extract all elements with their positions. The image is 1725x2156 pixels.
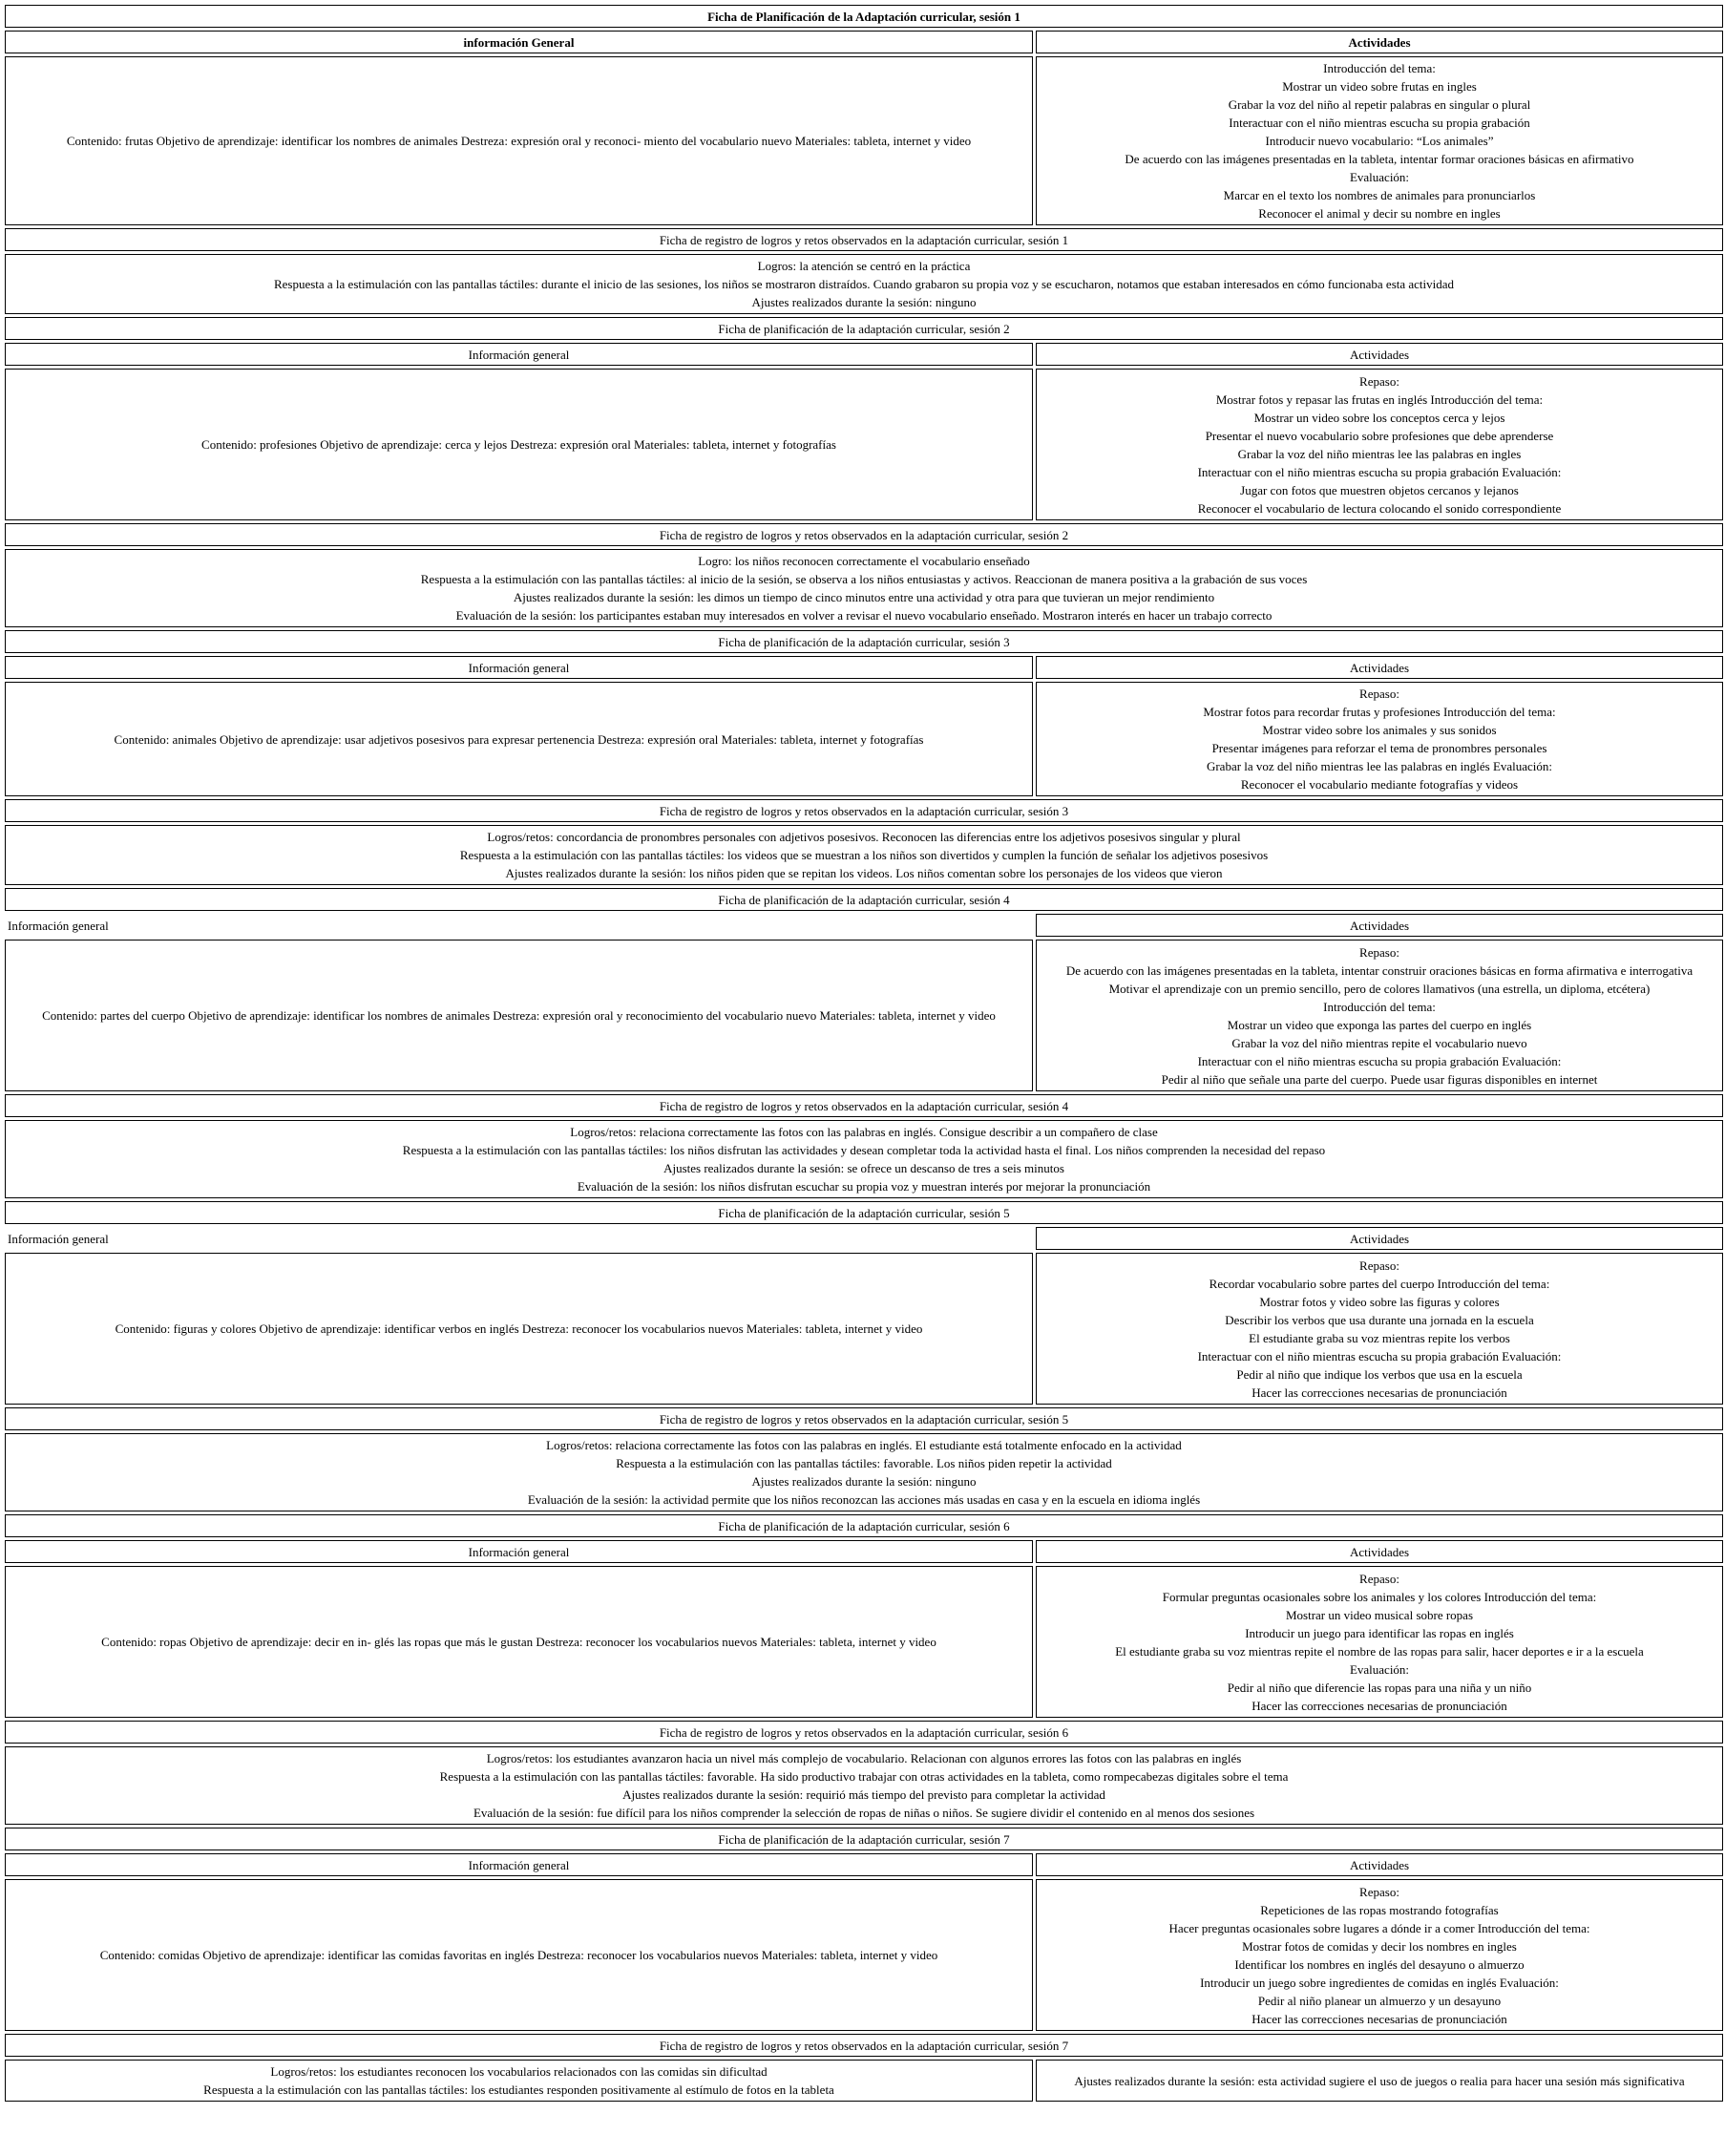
log-title: Ficha de registro de logros y retos observados en la adaptación curricular, sesión 7 xyxy=(5,2034,1723,2057)
text-line: Evaluación de la sesión: los participantes estaban muy interesados en volver a revisar el nuevo vocabulario enseñado. Mostraron interés en hacer un trabajo correcto xyxy=(455,608,1273,623)
plan-title: Ficha de planificación de la adaptación curricular, sesión 3 xyxy=(5,630,1723,653)
text-line: Grabar la voz del niño mientras repite el vocabulario nuevo xyxy=(1231,1035,1527,1050)
log-content xyxy=(5,1120,1723,1198)
text-line: Logros: la atención se centró en la práctica xyxy=(757,259,971,273)
text-line: Pedir al niño que diferencie las ropas para una niña y un niño xyxy=(1227,1680,1532,1695)
info-text: Contenido: partes del cuerpo Objetivo de aprendizaje: identificar los nombres de animales Destreza: expresión oral y reconocimiento del vocabulario nuevo Materiales: tableta, internet y video xyxy=(5,940,1033,1091)
log-content xyxy=(5,1746,1723,1825)
text-line: Interactuar con el niño mientras escucha su propia grabación xyxy=(1229,116,1530,130)
text-line: Respuesta a la estimulación con las pantallas táctiles: durante el inicio de las sesiones, los niños se mostraron distraídos. Cuando grabaron su propia voz y se escucharon, notamos que estaban interesados en cómo funcionaba esta actividad xyxy=(273,277,1455,291)
activities-header: Actividades xyxy=(1036,656,1723,679)
log-content xyxy=(5,2060,1033,2102)
plan-title: Ficha de planificación de la adaptación curricular, sesión 7 xyxy=(5,1828,1723,1850)
info-text: Contenido: ropas Objetivo de aprendizaje: decir en in- glés las ropas que más le gustan Destreza: reconocer los vocabularios nuevos Materiales: tableta, internet y video xyxy=(5,1566,1033,1718)
log-title-row-2 xyxy=(5,523,1723,546)
info-header: Información general xyxy=(5,1540,1033,1563)
text-line: Pedir al niño que indique los verbos que usa en la escuela xyxy=(1236,1366,1523,1382)
text-line: Ajustes realizados durante la sesión: ninguno xyxy=(751,295,977,309)
text-line: Interactuar con el niño mientras escucha su propia grabación Evaluación: xyxy=(1197,464,1562,479)
text-line: Presentar imágenes para reforzar el tema de pronombres personales xyxy=(1211,741,1547,755)
activities-header: Actividades xyxy=(1036,1227,1723,1250)
planning-document xyxy=(2,2,1723,2104)
header-row-5 xyxy=(5,1227,1723,1250)
activities-list xyxy=(1036,940,1723,1091)
log-side-note: Ajustes realizados durante la sesión: esta actividad sugiere el uso de juegos o realia para hacer una sesión más significativa xyxy=(1036,2060,1723,2102)
log-title: Ficha de registro de logros y retos observados en la adaptación curricular, sesión 1 xyxy=(5,228,1723,251)
text-line: Hacer las correcciones necesarias de pronunciación xyxy=(1252,2011,1507,2026)
header-row-3 xyxy=(5,656,1723,679)
activities-list xyxy=(1036,56,1723,225)
log-title: Ficha de registro de logros y retos observados en la adaptación curricular, sesión 6 xyxy=(5,1721,1723,1744)
text-line: Logros/retos: los estudiantes reconocen los vocabularios relacionados con las comidas sin dificultad xyxy=(270,2064,768,2079)
activities-header: Actividades xyxy=(1036,31,1723,53)
log-row-1 xyxy=(5,254,1723,314)
text-line: Mostrar video sobre los animales y sus sonidos xyxy=(1262,723,1497,737)
text-line: Respuesta a la estimulación con las pantallas táctiles: favorable. Los niños piden repetir la actividad xyxy=(616,1456,1112,1470)
log-title: Ficha de registro de logros y retos observados en la adaptación curricular, sesión 2 xyxy=(5,523,1723,546)
info-text: Contenido: profesiones Objetivo de aprendizaje: cerca y lejos Destreza: expresión oral Materiales: tableta, internet y fotografías xyxy=(5,369,1033,520)
text-line: Respuesta a la estimulación con las pantallas táctiles: los videos que se muestran a los niños son divertidos y cumplen la función de señalar los adjetivos posesivos xyxy=(459,848,1269,862)
text-line: Introducción del tema: xyxy=(1323,999,1436,1014)
plan-title-row-7 xyxy=(5,1828,1723,1850)
log-title: Ficha de registro de logros y retos observados en la adaptación curricular, sesión 3 xyxy=(5,799,1723,822)
text-line: Pedir al niño planear un almuerzo y un desayuno xyxy=(1257,1993,1502,2008)
log-title: Ficha de registro de logros y retos observados en la adaptación curricular, sesión 5 xyxy=(5,1407,1723,1430)
text-line: Motivar el aprendizaje con un premio sencillo, pero de colores llamativos (una estrella, un diploma, etcétera) xyxy=(1108,981,1651,996)
text-line: Mostrar un video musical sobre ropas xyxy=(1285,1607,1474,1622)
info-header: Información general xyxy=(5,1853,1033,1876)
log-title-row-1 xyxy=(5,228,1723,251)
activities-list xyxy=(1036,1879,1723,2031)
text-line: Grabar la voz del niño al repetir palabras en singular o plural xyxy=(1228,97,1531,112)
text-line: Mostrar fotos y video sobre las figuras y colores xyxy=(1259,1294,1500,1309)
text-line: Describir los verbos que usa durante una jornada en la escuela xyxy=(1225,1312,1534,1327)
text-line: Evaluación de la sesión: la actividad permite que los niños reconozcan las acciones más usadas en casa y en la escuela en idioma inglés xyxy=(527,1492,1201,1507)
activities-header: Actividades xyxy=(1036,1853,1723,1876)
text-line: Introducir un juego sobre ingredientes de comidas en inglés Evaluación: xyxy=(1200,1975,1559,1990)
info-header: Información general xyxy=(8,918,109,933)
text-line: Repeticiones de las ropas mostrando fotografías xyxy=(1260,1902,1499,1917)
text-line: Mostrar fotos y repasar las frutas en inglés Introducción del tema: xyxy=(1215,391,1544,407)
log-title-row-7 xyxy=(5,2034,1723,2057)
text-line: Evaluación: xyxy=(1349,1661,1410,1677)
plan-title: Ficha de planificación de la adaptación curricular, sesión 5 xyxy=(5,1201,1723,1224)
text-line: Respuesta a la estimulación con las pantallas táctiles: al inicio de la sesión, se observa a los niños entusiastas y activos. Reaccionan de manera positiva a la grabación de sus voces xyxy=(420,572,1308,586)
text-line: Marcar en el texto los nombres de animales para pronunciarlos xyxy=(1223,188,1536,202)
log-row-4 xyxy=(5,1120,1723,1198)
text-line: Interactuar con el niño mientras escucha su propia grabación Evaluación: xyxy=(1197,1053,1562,1068)
text-line: Repaso: xyxy=(1359,1258,1399,1273)
text-line: Logros/retos: relaciona correctamente las fotos con las palabras en inglés. El estudiante está totalmente enfocado en la actividad xyxy=(546,1438,1182,1452)
text-line: Respuesta a la estimulación con las pantallas táctiles: los niños disfrutan las actividades y desean completar toda la actividad hasta el final. Los niños comprenden la necesidad del repaso xyxy=(402,1143,1326,1157)
plan-title-row-1 xyxy=(5,5,1723,28)
text-line: Hacer las correcciones necesarias de pronunciación xyxy=(1252,1698,1507,1713)
activities-header: Actividades xyxy=(1036,914,1723,937)
text-line: Grabar la voz del niño mientras lee las palabras en ingles xyxy=(1237,446,1522,461)
text-line: Introducción del tema: xyxy=(1323,61,1436,75)
text-line: Evaluación de la sesión: los niños disfrutan escuchar su propia voz y muestran interés por mejorar la pronunciación xyxy=(577,1179,1151,1194)
log-row-6 xyxy=(5,1746,1723,1825)
text-line: De acuerdo con las imágenes presentadas en la tableta, intentar formar oraciones básicas en afirmativo xyxy=(1125,152,1634,166)
log-title-row-3 xyxy=(5,799,1723,822)
curriculum-adaptation-table xyxy=(2,2,1725,2104)
plan-title: Ficha de Planificación de la Adaptación curricular, sesión 1 xyxy=(5,5,1723,28)
header-row-7 xyxy=(5,1853,1723,1876)
text-line: Logros/retos: relaciona correctamente las fotos con las palabras en inglés. Consigue describir a un compañero de clase xyxy=(570,1125,1158,1139)
info-header: Información general xyxy=(8,1231,109,1246)
plan-title: Ficha de planificación de la adaptación curricular, sesión 2 xyxy=(5,317,1723,340)
header-row-1 xyxy=(5,31,1723,53)
plan-title: Ficha de planificación de la adaptación curricular, sesión 4 xyxy=(5,888,1723,911)
header-row-4 xyxy=(5,914,1723,937)
plan-title-row-2 xyxy=(5,317,1723,340)
text-line: Mostrar un video sobre frutas en ingles xyxy=(1282,79,1477,94)
info-text: Contenido: figuras y colores Objetivo de aprendizaje: identificar verbos en inglés Destreza: reconocer los vocabularios nuevos Materiales: tableta, internet y video xyxy=(5,1253,1033,1405)
log-content xyxy=(5,549,1723,627)
text-line: Repaso: xyxy=(1359,373,1399,389)
text-line: Respuesta a la estimulación con las pantallas táctiles: los estudiantes responden positivamente al estímulo de fotos en la tableta xyxy=(203,2082,834,2097)
info-text: Contenido: frutas Objetivo de aprendizaje: identificar los nombres de animales Destreza: expresión oral y reconoci- miento del vocabulario nuevo Materiales: tableta, internet y video xyxy=(5,56,1033,225)
content-row-6 xyxy=(5,1566,1723,1718)
text-line: Hacer las correcciones necesarias de pronunciación xyxy=(1252,1384,1507,1400)
content-row-4 xyxy=(5,940,1723,1091)
activities-list xyxy=(1036,369,1723,520)
log-row-3 xyxy=(5,825,1723,885)
plan-title-row-5 xyxy=(5,1201,1723,1224)
text-line: Pedir al niño que señale una parte del cuerpo. Puede usar figuras disponibles en internet xyxy=(1161,1071,1598,1087)
text-line: Ajustes realizados durante la sesión: requirió más tiempo del previsto para completar la actividad xyxy=(622,1787,1105,1802)
text-line: Ajustes realizados durante la sesión: ninguno xyxy=(751,1474,977,1489)
info-text: Contenido: animales Objetivo de aprendizaje: usar adjetivos posesivos para expresar pertenencia Destreza: expresión oral Materiales: tableta, internet y fotografías xyxy=(5,682,1033,796)
text-line: Reconocer el vocabulario mediante fotografías y videos xyxy=(1240,777,1519,792)
text-line: El estudiante graba su voz mientras repite los verbos xyxy=(1249,1330,1510,1345)
text-line: Mostrar un video que exponga las partes del cuerpo en inglés xyxy=(1227,1017,1532,1032)
log-content xyxy=(5,1433,1723,1511)
log-row-5 xyxy=(5,1433,1723,1511)
info-text: Contenido: comidas Objetivo de aprendizaje: identificar las comidas favoritas en inglés Destreza: reconocer los vocabularios nuevos Materiales: tableta, internet y video xyxy=(5,1879,1033,2031)
activities-header: Actividades xyxy=(1036,343,1723,366)
text-line: Repaso: xyxy=(1359,1571,1399,1586)
log-title-row-5 xyxy=(5,1407,1723,1430)
header-row-6 xyxy=(5,1540,1723,1563)
text-line: Identificar los nombres en inglés del desayuno o almuerzo xyxy=(1234,1956,1525,1972)
text-line: Presentar el nuevo vocabulario sobre profesiones que debe aprenderse xyxy=(1205,428,1554,443)
text-line: El estudiante graba su voz mientras repite el nombre de las ropas para salir, hacer deportes e ir a la escuela xyxy=(1115,1643,1644,1659)
text-line: Respuesta a la estimulación con las pantallas táctiles: favorable. Ha sido productivo trabajar con otras actividades en la tableta, como rompecabezas digitales sobre el tema xyxy=(439,1769,1289,1784)
text-line: Repaso: xyxy=(1359,944,1399,960)
header-row-2 xyxy=(5,343,1723,366)
content-row-7 xyxy=(5,1879,1723,2031)
log-title-row-6 xyxy=(5,1721,1723,1744)
info-header: Información general xyxy=(5,656,1033,679)
text-line: Reconocer el animal y decir su nombre en ingles xyxy=(1258,206,1501,221)
text-line: Ajustes realizados durante la sesión: los niños piden que se repitan los videos. Los niños comentan sobre los personajes de los videos que vieron xyxy=(505,866,1223,880)
plan-title: Ficha de planificación de la adaptación curricular, sesión 6 xyxy=(5,1514,1723,1537)
text-line: Mostrar fotos de comidas y decir los nombres en ingles xyxy=(1242,1938,1517,1954)
log-content xyxy=(5,254,1723,314)
info-header: Información general xyxy=(5,343,1033,366)
log-title: Ficha de registro de logros y retos observados en la adaptación curricular, sesión 4 xyxy=(5,1094,1723,1117)
text-line: Mostrar fotos para recordar frutas y profesiones Introducción del tema: xyxy=(1203,705,1556,719)
info-header: información General xyxy=(5,31,1033,53)
content-row-1 xyxy=(5,56,1723,225)
plan-title-row-6 xyxy=(5,1514,1723,1537)
log-row-2 xyxy=(5,549,1723,627)
text-line: Evaluación: xyxy=(1349,170,1410,184)
text-line: Logro: los niños reconocen correctamente el vocabulario enseñado xyxy=(698,554,1030,568)
text-line: Jugar con fotos que muestren objetos cercanos y lejanos xyxy=(1240,482,1519,497)
text-line: Introducir un juego para identificar las ropas en inglés xyxy=(1245,1625,1514,1640)
text-line: Interactuar con el niño mientras escucha su propia grabación Evaluación: xyxy=(1197,1348,1562,1363)
text-line: Mostrar un video sobre los conceptos cerca y lejos xyxy=(1253,410,1505,425)
text-line: Ajustes realizados durante la sesión: les dimos un tiempo de cinco minutos entre una actividad y otra para que tuvieran un mejor rendimiento xyxy=(513,590,1215,604)
plan-title-row-4 xyxy=(5,888,1723,911)
text-line: Formular preguntas ocasionales sobre los animales y los colores Introducción del tema: xyxy=(1162,1589,1597,1604)
log-title-row-4 xyxy=(5,1094,1723,1117)
text-line: Logros/retos: concordancia de pronombres personales con adjetivos posesivos. Reconocen las diferencias entre los adjetivos posesivos singular y plural xyxy=(487,830,1241,844)
text-line: Reconocer el vocabulario de lectura colocando el sonido correspondiente xyxy=(1197,500,1562,516)
activities-list xyxy=(1036,1566,1723,1718)
text-line: Ajustes realizados durante la sesión: se ofrece un descanso de tres a seis minutos xyxy=(663,1161,1064,1175)
text-line: Hacer preguntas ocasionales sobre lugares a dónde ir a comer Introducción del tema: xyxy=(1168,1920,1590,1935)
log-content xyxy=(5,825,1723,885)
text-line: Repaso: xyxy=(1359,687,1399,701)
content-row-5 xyxy=(5,1253,1723,1405)
activities-header: Actividades xyxy=(1036,1540,1723,1563)
text-line: Recordar vocabulario sobre partes del cuerpo Introducción del tema: xyxy=(1209,1276,1550,1291)
content-row-3 xyxy=(5,682,1723,796)
content-row-2 xyxy=(5,369,1723,520)
log-row-7 xyxy=(5,2060,1723,2102)
plan-title-row-3 xyxy=(5,630,1723,653)
text-line: Grabar la voz del niño mientras lee las palabras en inglés Evaluación: xyxy=(1206,759,1553,773)
activities-list xyxy=(1036,682,1723,796)
activities-list xyxy=(1036,1253,1723,1405)
text-line: Logros/retos: los estudiantes avanzaron hacia un nivel más complejo de vocabulario. Relacionan con algunos errores las fotos con las palabras en inglés xyxy=(486,1751,1242,1765)
text-line: Evaluación de la sesión: fue difícil para los niños comprender la selección de ropas de niñas o niños. Se sugiere dividir el contenido en al menos dos sesiones xyxy=(473,1806,1255,1820)
text-line: De acuerdo con las imágenes presentadas en la tableta, intentar construir oraciones básicas en forma afirmativa e interrogativa xyxy=(1065,962,1693,978)
text-line: Repaso: xyxy=(1359,1884,1399,1899)
text-line: Introducir nuevo vocabulario: “Los animales” xyxy=(1265,134,1494,148)
